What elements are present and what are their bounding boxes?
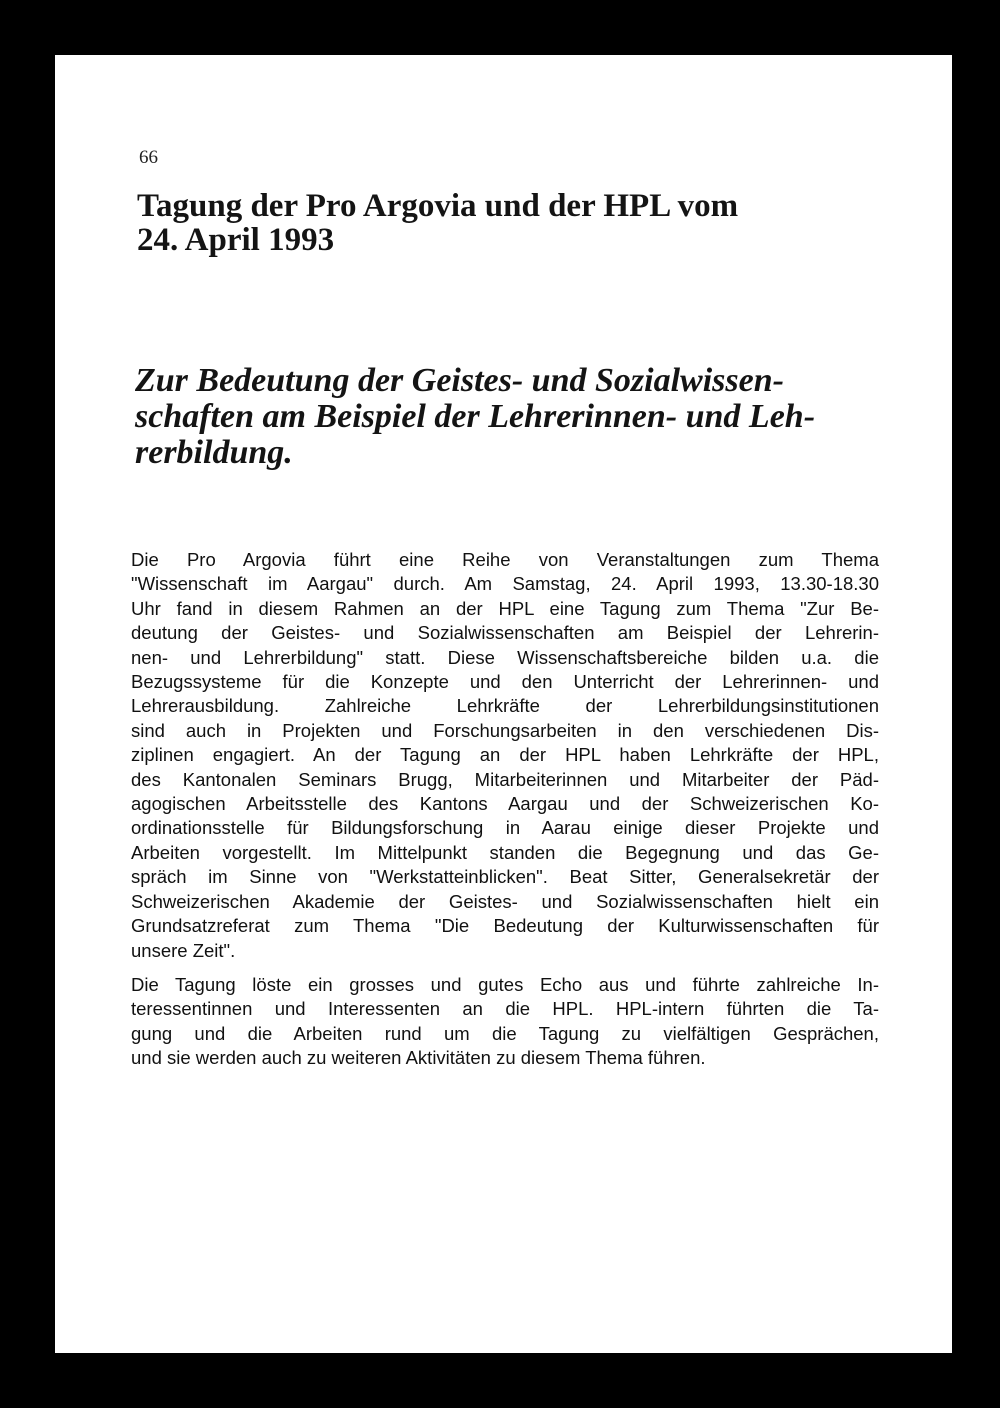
text-line: spräch im Sinne von "Werkstatteinblicken". Beat Sitter, Generalsekretär der [131,866,879,888]
document-page [55,55,952,1353]
page-title [137,189,857,257]
text-line: teressentinnen und Interessenten an die HPL. HPL-intern führten die Ta- [131,998,879,1020]
text-line: Uhr fand in diesem Rahmen an der HPL eine Tagung zum Thema "Zur Be- [131,597,879,619]
text-line: Bezugssysteme für die Konzepte und den Unterricht der Lehrerinnen- und [131,671,879,693]
title-line: 24. April 1993 [137,222,335,258]
text-line: ordinationsstelle für Bildungsforschung in Aarau einige dieser Projekte und [131,817,879,839]
text-line: "Wissenschaft im Aargau" durch. Am Samstag, 24. April 1993, 13.30-18.30 [131,573,879,595]
article-subtitle [135,363,875,471]
subtitle-line: schaften am Beispiel der Lehrerinnen- und Leh- [135,398,816,435]
text-line: des Kantonalen Seminars Brugg, Mitarbeiterinnen und Mitarbeiter der Päd- [131,768,879,790]
text-line: unsere Zeit". [131,939,236,961]
title-line: Tagung der Pro Argovia und der HPL vom [137,188,739,224]
text-line: deutung der Geistes- und Sozialwissenschaften am Beispiel der Lehrerin- [131,622,879,644]
text-line: ziplinen engagiert. An der Tagung an der HPL haben Lehrkräfte der HPL, [131,744,879,766]
text-line: und sie werden auch zu weiteren Aktivitäten zu diesem Thema führen. [131,1047,706,1069]
subtitle-line: rerbildung. [135,434,293,471]
text-line: sind auch in Projekten und Forschungsarbeiten in den verschiedenen Dis- [131,719,879,741]
text-line: nen- und Lehrerbildung" statt. Diese Wissenschaftsbereiche bilden u.a. die [131,646,879,668]
body-paragraph-1 [131,548,879,963]
text-line: Grundsatzreferat zum Thema "Die Bedeutung der Kulturwissenschaften für [131,915,879,937]
text-line: Arbeiten vorgestellt. Im Mittelpunkt standen die Begegnung und das Ge- [131,841,879,863]
body-paragraph-2 [131,973,879,1071]
subtitle-line: Zur Bedeutung der Geistes- und Sozialwissen- [135,362,784,399]
text-line: Die Pro Argovia führt eine Reihe von Veranstaltungen zum Thema [131,549,879,570]
text-line: gung und die Arbeiten rund um die Tagung zu vielfältigen Gesprächen, [131,1022,879,1044]
text-line: Die Tagung löste ein grosses und gutes Echo aus und führte zahlreiche In- [131,973,879,995]
article-body [131,548,879,1071]
text-line: agogischen Arbeitsstelle des Kantons Aargau und der Schweizerischen Ko- [131,793,879,815]
text-line: Schweizerischen Akademie der Geistes- und Sozialwissenschaften hielt ein [131,890,879,912]
text-line: Lehrerausbildung. Zahlreiche Lehrkräfte der Lehrerbildungsinstitutionen [131,695,879,717]
page-number: 66 [139,147,158,168]
